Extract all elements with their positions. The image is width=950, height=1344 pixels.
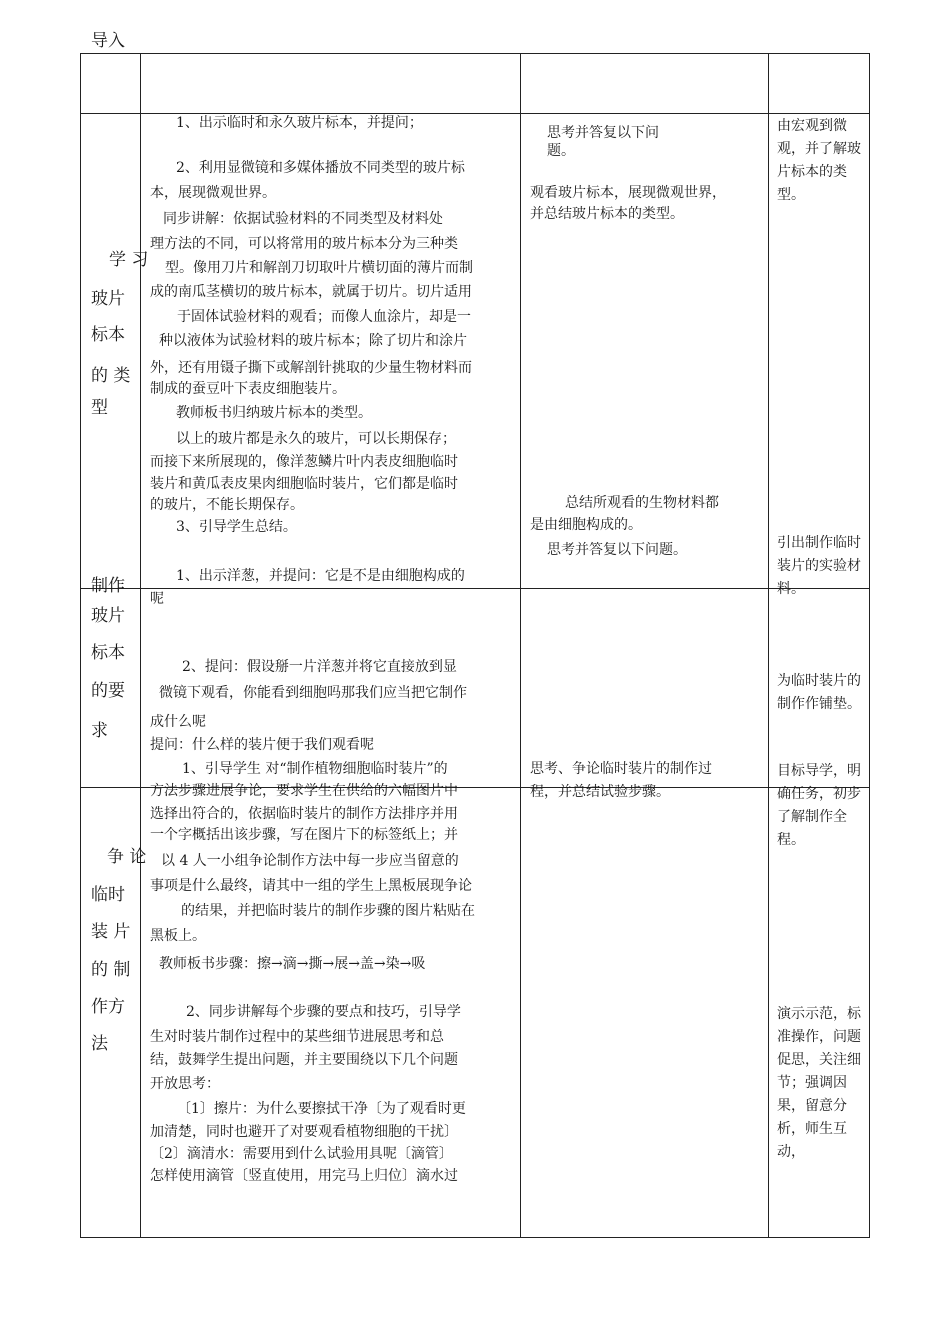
student-line: 思考并答复以下问 [547,125,659,141]
teacher-line: 以 4 人一小组争论制作方法中每一步应当留意的 [161,853,459,869]
stage-label-line: 临时 [91,885,125,905]
teacher-line: 结，鼓舞学生提出问题，并主要围绕以下几个问题 [150,1052,458,1068]
student-line: 总结所观看的生物材料都 [565,495,719,511]
stage-label-line: 作方 [91,997,125,1017]
teacher-line: 的玻片，不能长期保存。 [150,497,304,513]
teacher-line: 1、出示洋葱，并提问：它是不是由细胞构成的 [176,568,465,584]
table-right-border [869,53,870,1238]
student-line: 观看玻片标本，展现微观世界， [530,185,726,201]
teacher-line: 呢 [150,591,164,607]
teacher-line: 微镜下观看，你能看到细胞吗那我们应当把它制作 [159,685,467,701]
teacher-line: 提问：什么样的装片便于我们观看呢 [150,737,374,753]
stage-label-line: 的 类 [91,366,131,386]
teacher-line: 装片和黄瓜表皮果肉细胞临时装片，它们都是临时 [150,476,458,492]
teacher-line: 怎样使用滴管〔竖直使用，用完马上归位〕滴水过 [150,1168,458,1184]
stage-label-line: 玻片 [91,606,125,626]
teacher-line: 的结果，并把临时装片的制作步骤的图片粘贴在 [181,903,475,919]
stage-label-line: 标本 [91,325,125,345]
teacher-line: 事项是什么最终，请其中一组的学生上黑板展现争论 [150,878,472,894]
stage-label-intro: 导入 [91,31,125,51]
stage-label-line: 型 [91,398,108,418]
stage-label-line: 的要 [91,681,125,701]
teacher-line: 〔2〕滴清水：需要用到什么试验用具呢〔滴管〕 [150,1146,453,1162]
teacher-line: 同步讲解：依据试验材料的不同类型及材料处 [163,211,443,227]
teacher-line: 3、引导学生总结。 [176,519,297,535]
design-intent-text: 引出制作临时装片的实验材料。 [777,535,861,597]
teacher-line: 制成的蚕豆叶下表皮细胞装片。 [150,381,346,397]
teacher-line: 于固体试验材料的观看；而像人血涂片，却是一 [177,309,471,325]
table-left-border [80,53,81,1238]
teacher-line: 外，还有用镊子撕下或解剖针挑取的少量生物材料而 [150,360,472,376]
stage-label-line: 制作 [91,576,125,596]
student-line: 是由细胞构成的。 [530,517,642,533]
table-column-divider-3 [768,53,769,1238]
stage-label-line: 标本 [91,643,125,663]
student-line: 思考、争论临时装片的制作过 [530,761,712,777]
teacher-line: 一个字概括出该步骤，写在图片下的标签纸上；并 [150,827,458,843]
student-line: 思考并答复以下问题。 [547,542,687,558]
stage-label-line: 学 习 [109,250,149,270]
student-line: 并总结玻片标本的类型。 [530,206,684,222]
student-line: 程，并总结试验步骤。 [530,784,670,800]
teacher-line: 而接下来所展现的，像洋葱鳞片叶内表皮细胞临时 [150,454,458,470]
student-line: 题。 [547,143,575,159]
teacher-line: 〔1〕擦片：为什么要擦拭干净〔为了观看时更 [177,1101,466,1117]
teacher-line: 2、提问：假设掰一片洋葱并将它直接放到显 [182,659,457,675]
table-column-divider-2 [520,53,521,1238]
table-bottom-border [80,1237,870,1238]
teacher-line: 2、利用显微镜和多媒体播放不同类型的玻片标 [176,160,465,176]
teacher-line: 成的南瓜茎横切的玻片标本，就属于切片。切片适用 [150,284,472,300]
stage-label-line: 法 [91,1034,108,1054]
teacher-line: 开放思考： [150,1076,220,1092]
design-intent-text: 由宏观到微观，并了解玻片标本的类型。 [777,118,861,203]
teacher-line: 黑板上。 [150,928,206,944]
design-intent-text: 演示示范，标准操作，问题促思，关注细节；强调因果，留意分析，师生互动， [777,1006,861,1160]
teacher-line: 教师板书步骤：擦→滴→撕→展→盖→染→吸 [159,956,426,972]
stage-label-line: 的 制 [91,960,131,980]
stage-label-line: 求 [91,721,108,741]
teacher-line: 本，展现微观世界。 [150,185,276,201]
stage-label-line: 玻片 [91,289,125,309]
teacher-line: 选择出符合的，依据临时装片的制作方法排序并用 [150,806,458,822]
teacher-line: 1、引导学生 对“制作植物细胞临时装片”的 [182,761,448,777]
teacher-line: 方法步骤进展争论，要求学生在供给的六幅图片中 [150,783,458,799]
teacher-line: 加清楚，同时也避开了对要观看植物细胞的干扰〕 [150,1124,458,1140]
table-column-divider-1 [140,53,141,1238]
stage-label-line: 装 片 [91,922,131,942]
teacher-line: 理方法的不同，可以将常用的玻片标本分为三种类 [150,236,458,252]
teacher-line: 1、出示临时和永久玻片标本，并提问； [176,115,423,131]
stage-label-line: 争 论 [107,847,147,867]
table-top-border [80,53,870,54]
design-intent-text: 为临时装片的制作作铺垫。 [777,673,861,712]
teacher-line: 种以液体为试验材料的玻片标本；除了切片和涂片 [159,333,467,349]
design-intent-text: 目标导学，明确任务，初步了解制作全程。 [777,763,861,848]
teacher-line: 成什么呢 [150,714,206,730]
table-row-divider-2 [80,588,870,589]
teacher-line: 以上的玻片都是永久的玻片，可以长期保存； [176,431,456,447]
teacher-line: 生对时装片制作过程中的某些细节进展思考和总 [150,1029,444,1045]
teacher-line: 教师板书归纳玻片标本的类型。 [176,405,372,421]
teacher-line: 型。像用刀片和解剖刀切取叶片横切面的薄片而制 [165,260,473,276]
teacher-line: 2、同步讲解每个步骤的要点和技巧，引导学 [186,1004,461,1020]
